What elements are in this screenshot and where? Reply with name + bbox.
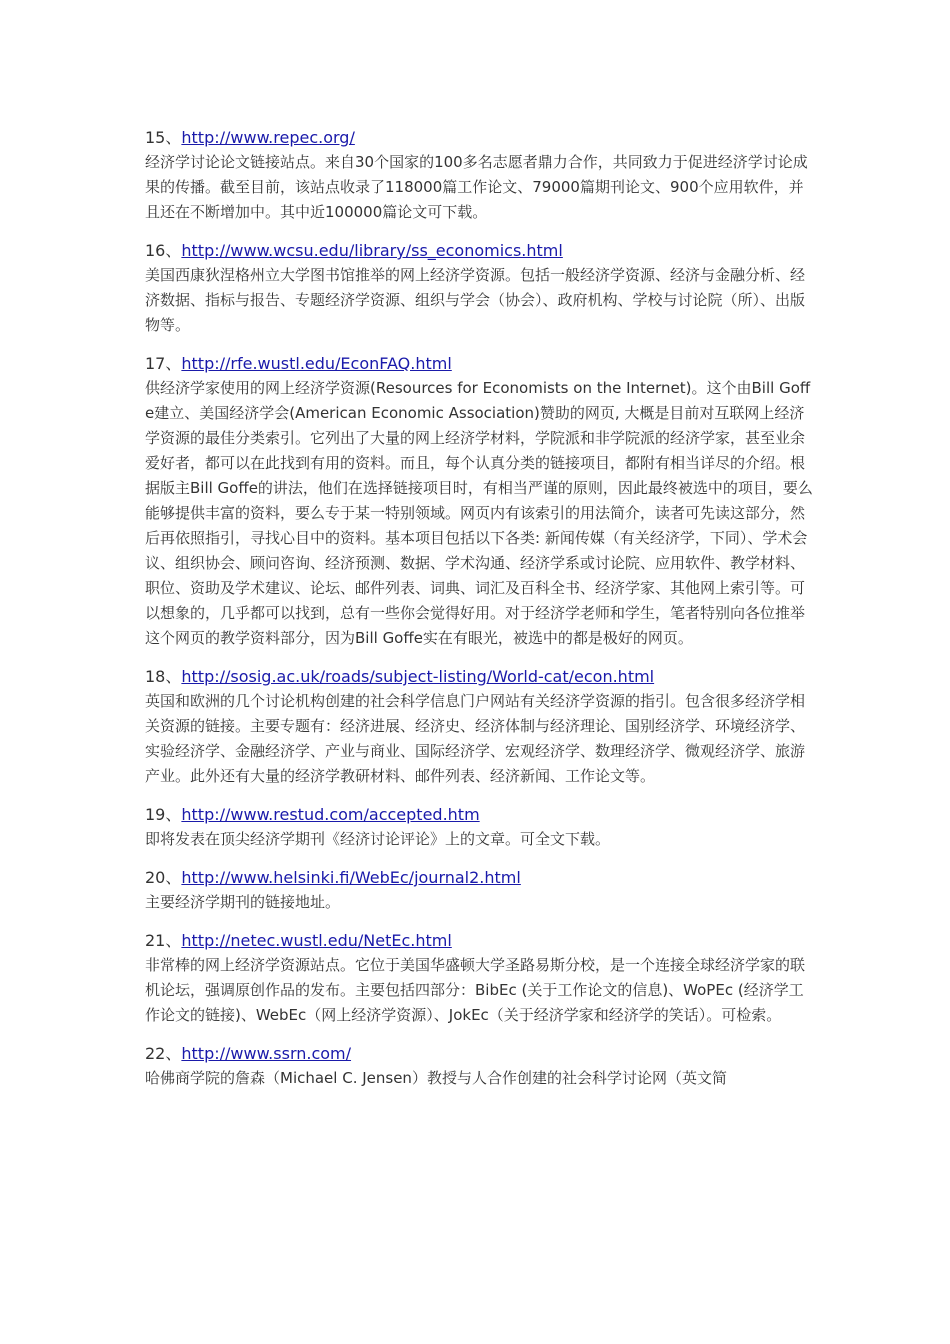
entry-description: 即将发表在顶尖经济学期刊《经济讨论评论》上的文章。可全文下载。 [145,830,611,848]
resource-entry-17 [145,352,813,651]
entry-link-wcsu[interactable]: http://www.wcsu.edu/library/ss_economics.html [181,241,563,260]
entry-heading [145,352,813,376]
resource-entry-18 [145,665,813,789]
entry-description: 美国西康狄涅格州立大学图书馆推举的网上经济学资源。包括一般经济学资源、经济与金融分析、经济数据、指标与报告、专题经济学资源、组织与学会（协会）、政府机构、学校与讨论院（所）、出版物等。 [145,266,806,334]
entry-heading [145,803,813,827]
entry-number: 20、 [145,868,182,887]
resource-entry-22 [145,1042,813,1091]
entry-number: 16、 [145,241,182,260]
entry-link-sosig[interactable]: http://sosig.ac.uk/roads/subject-listing/World-cat/econ.html [181,667,655,686]
entry-heading [145,665,813,689]
entry-number: 18、 [145,667,182,686]
entry-link-ssrn[interactable]: http://www.ssrn.com/ [181,1044,352,1063]
entry-link-rfe[interactable]: http://rfe.wustl.edu/EconFAQ.html [181,354,452,373]
entry-heading [145,239,813,263]
resource-entry-19 [145,803,813,852]
entry-description: 英国和欧洲的几个讨论机构创建的社会科学信息门户网站有关经济学资源的指引。包含很多经济学相关资源的链接。主要专题有：经济进展、经济史、经济体制与经济理论、国别经济学、环境经济学、实验经济学、金融经济学、产业与商业、国际经济学、宏观经济学、数理经济学、微观经济学、旅游产业。此外还有大量的经济学教研材料、邮件列表、经济新闻、工作论文等。 [145,692,806,785]
entry-description: 主要经济学期刊的链接地址。 [145,893,341,911]
entry-description: 供经济学家使用的网上经济学资源(Resources for Economists on the Internet)。这个由Bill Goffe建立、美国经济学会(American Economic Association)赞助的网页, 大概是目前对互联网上经济学资源的最佳分类索引。它列出了大量的网上经济学材料，学院派和非学院派的经济学家，甚至业余爱好者，都可以在此找到有用的资料。而且，每个认真分类的链接项目，都附有相当详尽的介绍。根据版主Bill Goffe的讲法，他们在选择链接项目时，有相当严谨的原则，因此最终被选中的项目，要么能够提供丰富的资料，要么专于某一特别领域。网页内有该索引的用法简介，读者可先读这部分，然后再依照指引，寻找心目中的资料。基本项目包括以下各类: 新闻传媒（有关经济学，下同）、学术会议、组织协会、顾问咨询、经济预测、数据、学术沟通、经济学系或讨论院、应用软件、教学材料、职位、资助及学术建议、论坛、邮件列表、词典、词汇及百科全书、经济学家、其他网上索引等。可以想象的，几乎都可以找到，总有一些你会觉得好用。对于经济学老师和学生，笔者特别向各位推举这个网页的教学资料部分，因为Bill Goffe实在有眼光，被选中的都是极好的网页。 [145,379,813,647]
entry-heading [145,1042,813,1066]
document-page [145,126,813,1105]
entry-link-helsinki[interactable]: http://www.helsinki.fi/WebEc/journal2.html [181,868,521,887]
resource-entry-15 [145,126,813,225]
entry-description: 经济学讨论论文链接站点。来自30个国家的100多名志愿者鼎力合作，共同致力于促进经济学讨论成果的传播。截至目前，该站点收录了118000篇工作论文、79000篇期刊论文、900个应用软件，并且还在不断增加中。其中近100000篇论文可下载。 [145,153,808,221]
entry-link-repec[interactable]: http://www.repec.org/ [181,128,355,147]
entry-heading [145,866,813,890]
entry-description: 哈佛商学院的詹森（Michael C. Jensen）教授与人合作创建的社会科学讨论网（英文简 [145,1069,727,1087]
entry-number: 19、 [145,805,182,824]
entry-link-restud[interactable]: http://www.restud.com/accepted.htm [181,805,480,824]
entry-number: 21、 [145,931,182,950]
resource-entry-16 [145,239,813,338]
resource-entry-21 [145,929,813,1028]
entry-number: 22、 [145,1044,182,1063]
resource-entry-20 [145,866,813,915]
entry-heading [145,929,813,953]
entry-number: 15、 [145,128,182,147]
entry-heading [145,126,813,150]
entry-number: 17、 [145,354,182,373]
entry-link-netec[interactable]: http://netec.wustl.edu/NetEc.html [181,931,452,950]
entry-description: 非常棒的网上经济学资源站点。它位于美国华盛顿大学圣路易斯分校，是一个连接全球经济学家的联机论坛，强调原创作品的发布。主要包括四部分：BibEc (关于工作论文的信息)、WoPEc (经济学工作论文的链接)、WebEc（网上经济学资源）、JokEc（关于经济学家和经济学的笑话）。可检索。 [145,956,806,1024]
